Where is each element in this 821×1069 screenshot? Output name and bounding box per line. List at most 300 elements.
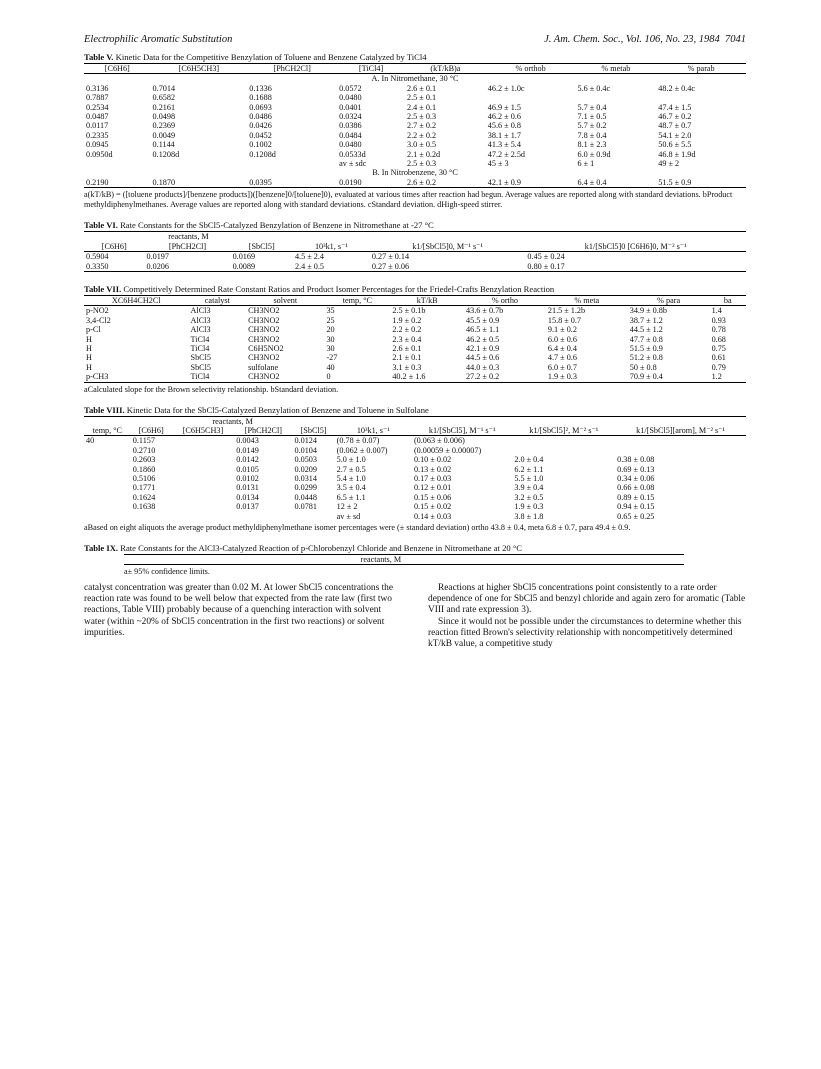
table-cell: 0.0448 [294,492,317,502]
table-cell: 0.13 ± 0.02 [413,464,452,474]
table-cell: 0.0134 [236,492,259,502]
table-cell: 2.4 ± 0.1 [407,102,437,112]
table-cell: 46.9 ± 1.5 [487,102,521,112]
table-cell: 0 [326,372,331,382]
average-cell: 45 ± 3 [487,159,509,169]
table-row [84,252,746,262]
table-cell: 0.0209 [294,464,317,474]
table-cell: 46.2 ± 0.5 [466,334,500,344]
column-header: ba [723,295,732,305]
table-cell [172,502,235,511]
table-cell: 0.0484 [339,130,362,140]
table-cell: 5.0 ± 1.0 [336,455,366,465]
table-cell: 46.2 ± 1.0c [487,83,525,93]
body-paragraph: Since it would not be possible under the circumstances to determine whether this reaction fitted Brown's selectivity relationship with noncompetitively determined kT/kB value, a competitive study [428,616,742,649]
table-cell: 1.9 ± 0.3 [547,372,577,382]
table-cell: AlCl3 [190,306,211,316]
table-cell: 6.5 ± 1.1 [336,492,366,502]
section-row [84,74,746,84]
table-cell: 0.17 ± 0.03 [413,474,452,483]
table-row [84,363,746,372]
running-header [84,34,746,52]
table-cell: 6.4 ± 0.4 [547,343,577,353]
table-cell: 0.0131 [236,483,259,493]
table-cell: 0.0105 [236,464,259,474]
table-cell: 3.9 ± 0.4 [514,483,544,493]
table-cell: 2.2 ± 0.2 [407,130,437,140]
table-row [84,150,746,159]
table-cell [512,446,615,455]
average-cell: 49 ± 2 [658,159,680,169]
table-cell: 5.7 ± 0.2 [577,121,607,131]
table-5-caption: Table V. Kinetic Data for the Competitive Benzylation of Toluene and Benzene Catalyzed by TiCl4 [84,52,427,62]
table-cell [615,446,746,455]
table-cell: 38.1 ± 1.7 [487,130,521,140]
table-cell [84,502,131,511]
table-row [84,306,746,316]
average-cell: 6 ± 1 [577,159,595,169]
table-cell [84,483,131,492]
table-cell: TiCl4 [190,372,210,382]
table-cell [575,93,656,102]
table-cell: 0.79 [711,362,726,372]
table-cell: 0.0102 [236,474,259,483]
table-cell: 0.93 [711,315,726,325]
table-cell: 0.7014 [152,83,176,93]
table-cell: 3,4-Cl2 [86,315,111,325]
table-cell: 40.2 ± 1.6 [392,372,426,382]
table-cell: 0.0089 [232,261,256,271]
table-cell: 0.1688 [249,93,272,103]
table-cell: 0.0117 [86,121,109,131]
table-cell: 1.9 ± 0.2 [392,315,422,325]
column-header: [PhCH2Cl] [244,425,283,435]
table-row [84,483,746,492]
table-cell [172,436,235,446]
table-cell: 47.4 ± 1.5 [658,102,692,112]
table-cell [172,446,235,455]
column-header: 10³k1, s⁻¹ [314,241,348,251]
table-cell: 0.1002 [249,140,272,150]
table-cell: 0.0950d [86,149,113,159]
column-header: [C6H5CH3] [182,425,224,435]
table-9-caption: Table IX. Rate Constants for the AlCl3-Catalyzed Reaction of p-Chlorobenzyl Chloride and Benzene in Nitromethane at 20 °C [84,543,522,554]
table-row [84,474,746,483]
table-row [84,465,746,474]
table-cell: 44.5 ± 0.6 [466,353,500,363]
table-cell: 0.2603 [132,455,156,465]
column-header: [C6H6] [101,241,127,251]
table-9-group-header: reactants, M [360,555,402,565]
column-header: k1/[SbCl5][arom], M⁻² s⁻¹ [636,425,725,435]
table-7 [84,295,746,383]
table-cell: (0.00059 ± 0.00007) [413,445,482,455]
table-cell: 27.2 ± 0.2 [466,372,500,382]
column-header: % parab [687,64,715,73]
table-cell: 51.5 ± 0.9 [658,177,692,187]
column-header: k1/[SbCl5]², M⁻² s⁻¹ [529,425,599,435]
table-row [84,262,746,272]
table-cell: 0.78 [711,325,726,335]
table-row [84,446,746,455]
table-cell: 45.6 ± 0.8 [487,121,521,131]
table-cell: 48.7 ± 0.7 [658,121,692,131]
section-heading: B. In Nitrobenzene, 30 °C [372,168,458,178]
table-cell: 2.3 ± 0.4 [392,334,422,344]
running-title: Electrophilic Aromatic Substitution [84,34,233,45]
table-cell: 40 [326,362,335,372]
table-cell: CH3NO2 [248,334,280,344]
section-heading: A. In Nitromethane, 30 °C [371,74,459,84]
table-cell: CH3NO2 [248,353,280,363]
column-header: XC6H4CH2Cl [111,295,161,305]
table-cell: 0.1208d [249,149,276,159]
table-row [84,103,746,112]
table-cell: 2.2 ± 0.2 [392,325,422,335]
table-cell: 30 [326,343,335,353]
table-cell: 0.0480 [339,140,362,150]
table-cell: C6H5NO2 [248,343,284,353]
table-cell: 2.0 ± 0.4 [514,455,544,465]
table-cell: 9.1 ± 0.2 [547,325,577,335]
table-cell: 46.5 ± 1.1 [466,325,500,335]
table-cell [172,455,235,464]
table-cell: H [86,362,92,372]
table-cell: H [86,353,92,363]
column-header: [TiCl4] [358,64,384,73]
table-cell: 0.38 ± 0.08 [617,455,655,465]
journal-citation: J. Am. Chem. Soc., Vol. 106, No. 23, 1984 [544,34,720,45]
table-cell: 4.5 ± 2.4 [294,252,325,262]
table-cell: 0.66 ± 0.08 [617,483,655,493]
average-cell: av ± sdc [339,159,367,169]
table-cell: AlCl3 [190,325,211,335]
table-cell: 0.89 ± 0.15 [617,492,655,502]
table-cell: 0.15 ± 0.06 [413,492,452,502]
table-cell: CH3NO2 [248,306,280,316]
column-header: [PhCH2Cl] [168,241,207,251]
table-cell: (0.78 ± 0.07) [336,436,380,446]
table-cell: -27 [326,353,338,363]
table-cell: 2.5 ± 0.1 [407,93,437,103]
table-cell: AlCl3 [190,315,211,325]
column-header: [C6H5CH3] [178,64,220,73]
column-header: % orthob [515,64,546,73]
table-cell: 0.0142 [236,455,259,465]
table-cell: 1.4 [711,306,722,316]
table-7-footnote: aCalculated slope for the Brown selectivity relationship. bStandard deviation. [84,384,339,394]
table-cell: 3.1 ± 0.3 [392,362,422,372]
table-8-caption: Table VIII. Kinetic Data for the SbCl5-Catalyzed Benzylation of Benzene and Toluene in Sulfolane [84,404,429,415]
table-cell [172,493,235,502]
table-cell: H [86,343,92,353]
table-cell: 0.0572 [339,83,362,93]
table-cell: 0.34 ± 0.06 [617,474,655,483]
column-header: [SbCl5] [300,425,327,435]
table-cell: 0.1624 [132,492,156,502]
table-row [84,316,746,325]
body-column-left: catalyst concentration was greater than 0.02 M. At lower SbCl5 concentrations the reaction rate was found to be well below that expected from the rate law (first two reactions, Table VIII) probably because of a quenching interaction with solvent water (within ~20% of SbCl5 concentration in the first two reactions) or solvent impurities. [84,582,394,638]
table-cell: 0.0395 [249,177,272,187]
table-7-caption: Table VII. Competitively Determined Rate Constant Ratios and Product Isomer Percentages for the Friedel-Crafts Benzylation Reaction [84,283,555,294]
table-cell: 0.1208d [152,149,180,159]
table-cell: 0.3350 [86,261,109,271]
table-cell: 0.2190 [86,177,109,187]
table-5 [84,63,746,188]
average-cell: 3.8 ± 1.8 [514,511,544,521]
column-header: % ortho [491,295,519,305]
table-cell: 3.5 ± 0.4 [336,483,366,493]
section-row [84,168,746,177]
table-cell: 0.1157 [132,436,155,446]
table-row [84,93,746,102]
table-cell: 0.0043 [236,436,259,446]
table-cell: 8.1 ± 2.3 [577,140,607,150]
table-cell: 0.2369 [152,121,176,131]
average-cell: 0.65 ± 0.25 [617,511,655,521]
table-cell: 0.0190 [339,177,362,187]
table-cell: 2.1 ± 0.2d [407,149,441,159]
table-cell: 0.0049 [152,130,176,140]
table-cell [656,93,746,102]
average-row [84,512,746,521]
table-9-footnote: a± 95% confidence limits. [124,566,210,576]
column-header: catalyst [204,295,230,305]
table-cell: 2.6 ± 0.1 [392,343,422,353]
table-cell: CH3NO2 [248,325,280,335]
table-cell: 0.1144 [152,140,175,150]
table-cell: 0.2534 [86,102,109,112]
table-cell [84,455,131,464]
table-cell: 0.0386 [339,121,362,131]
table-cell: 0.45 ± 0.24 [527,252,565,262]
table-cell [172,465,235,474]
table-row [84,121,746,130]
table-cell: 5.5 ± 1.0 [514,474,544,483]
column-header: k1/[SbCl5]0, M⁻¹ s⁻¹ [412,241,483,251]
table-row [84,353,746,362]
table-cell: 0.1336 [249,83,272,93]
table-cell: 0.12 ± 0.01 [413,483,452,493]
table-cell: 2.6 ± 0.1 [407,83,437,93]
table-cell: 0.10 ± 0.02 [413,455,452,465]
column-header: temp, °C [92,425,122,435]
table-row [84,325,746,334]
table-cell: 1.9 ± 0.3 [514,502,544,512]
table-cell: 5.7 ± 0.4 [577,102,607,112]
table-cell [84,474,131,483]
column-header: [C6H6] [138,425,164,435]
column-header: (kT/kB)a [430,64,461,73]
table-6-group-header: reactants, M [168,232,209,242]
column-header: % metab [601,64,631,73]
table-cell: 0.0533d [339,149,366,159]
table-cell: CH3NO2 [248,372,280,382]
table-cell: 3.2 ± 0.5 [514,492,544,502]
table-cell: 34.9 ± 0.8b [629,306,667,316]
table-row [84,178,746,188]
table-cell: 0.0206 [146,261,169,271]
table-cell: 0.0137 [236,502,259,512]
table-cell: 0.0480 [339,93,362,103]
column-header: % meta [574,295,600,305]
table-cell: 2.7 ± 0.5 [336,464,366,474]
table-cell: 0.94 ± 0.15 [617,502,655,512]
table-cell: 6.0 ± 0.7 [547,362,577,372]
table-cell: 0.69 ± 0.13 [617,464,655,474]
journal-page [84,34,746,650]
table-6 [84,231,746,272]
table-cell: 2.1 ± 0.1 [392,353,422,363]
table-cell: 41.3 ± 5.4 [487,140,521,150]
table-cell: 1.2 [711,372,722,382]
table-cell: 0.6582 [152,93,176,103]
table-cell: 51.5 ± 0.9 [629,343,663,353]
table-cell: 5.4 ± 1.0 [336,474,366,483]
table-cell: 30 [326,334,335,344]
table-cell: 12 ± 2 [336,502,358,512]
column-header: % para [657,295,681,305]
table-row [84,140,746,149]
table-cell: 7.8 ± 0.4 [577,130,607,140]
table-row [84,112,746,121]
table-cell: 0.5904 [86,252,109,262]
table-cell: 6.0 ± 0.6 [547,334,577,344]
table-cell [486,93,576,102]
table-row [84,455,746,464]
table-9 [124,554,684,565]
column-header: solvent [273,295,298,305]
table-cell: 47.7 ± 0.8 [629,334,663,344]
table-cell: 48.2 ± 0.4c [658,83,696,93]
table-cell: 35 [326,306,335,316]
table-cell: 0.27 ± 0.06 [371,261,410,271]
table-cell: 0.2161 [152,102,176,112]
table-cell: 0.5106 [132,474,156,483]
table-cell: 42.1 ± 0.9 [487,177,521,187]
column-header: [C6H6] [104,64,130,73]
table-cell: 0.0314 [294,474,317,483]
table-cell: 2.5 ± 0.3 [407,112,437,122]
table-8-group-header: reactants, M [212,416,253,426]
table-cell: 0.0452 [249,130,272,140]
column-header: temp, °C [342,295,372,305]
table-row [84,344,746,353]
table-cell: 44.5 ± 1.2 [629,325,663,335]
table-cell: 0.2710 [132,445,156,455]
table-cell: 0.0169 [232,252,256,262]
table-cell [615,436,746,446]
table-cell: 54.1 ± 2.0 [658,130,692,140]
body-column-right [428,583,746,650]
table-cell: CH3NO2 [248,315,280,325]
table-cell: 0.7887 [86,93,109,103]
table-cell: (0.063 ± 0.006) [413,436,465,446]
table-cell: 0.75 [711,343,726,353]
table-cell: 21.5 ± 1.2b [547,306,586,316]
column-header: k1/[SbCl5], M⁻¹ s⁻¹ [428,425,496,435]
table-cell: 6.2 ± 1.1 [514,464,544,474]
table-cell: 0.0487 [86,112,109,122]
table-cell: 4.7 ± 0.6 [547,353,577,363]
table-cell: TiCl4 [190,343,210,353]
table-cell: 42.1 ± 0.9 [466,343,500,353]
column-header: [PhCH2Cl] [273,64,311,73]
table-cell: 38.7 ± 1.2 [629,315,663,325]
table-cell: 0.27 ± 0.14 [371,252,410,262]
table-cell [84,493,131,502]
table-cell: 0.0149 [236,445,259,455]
table-cell: 15.8 ± 0.7 [547,315,582,325]
table-cell: 0.0104 [294,445,317,455]
table-row [84,502,746,511]
table-cell: p-Cl [86,325,101,335]
table-row [84,335,746,344]
table-cell: 40 [86,436,95,446]
table-cell: 0.3136 [86,83,109,93]
table-cell: 51.2 ± 0.8 [629,353,663,363]
table-cell: 2.6 ± 0.2 [407,177,437,187]
table-row [84,131,746,140]
table-cell: 70.9 ± 0.4 [629,372,663,382]
table-cell: 0.0401 [339,102,362,112]
table-cell: 0.2335 [86,130,109,140]
table-cell: 0.80 ± 0.17 [527,261,565,271]
body-paragraph: Reactions at higher SbCl5 concentrations point consistently to a rate order dependence of one for SbCl5 and benzyl chloride and again zero for aromatic (Table VIII and rate expression 3). [428,582,746,616]
table-5-footnote: a(kT/kB) = ([toluene products]/[benzene products])([benzene]0/[toluene]0), evaluated at various times after reaction had begun. Average values are reported along with standard deviations. bProduct methyldiphenylmethanes. Average values are reported along with standard deviations. cStandard deviation. dHigh-speed stirrer. [84,190,733,210]
table-cell: 0.1860 [132,464,156,474]
table-cell: 0.0503 [294,455,317,465]
table-row [84,372,746,382]
table-cell: 25 [326,315,335,325]
table-cell [512,436,615,446]
table-cell: 50.6 ± 5.5 [658,140,692,150]
table-cell: sulfolane [248,362,279,372]
table-cell: p-CH3 [86,372,109,382]
table-6-caption: Table VI. Rate Constants for the SbCl5-Catalyzed Benzylation of Benzene in Nitromethane at -27 °C [84,220,434,231]
table-row [84,84,746,93]
table-cell: 0.61 [711,353,726,363]
table-cell: TiCl4 [190,334,210,344]
table-8-footnote: aBased on eight aliquots the average product methyldiphenylmethane isomer percentages were (± standard deviation) ortho 43.8 ± 0.4, meta 6.8 ± 0.7, para 49.4 ± 0.9. [84,523,631,533]
table-8 [84,416,746,521]
table-cell: 6.4 ± 0.4 [577,177,607,187]
average-cell: 2.5 ± 0.3 [407,159,437,169]
table-cell: 0.1870 [152,177,176,187]
column-header: 10³k1, s⁻¹ [356,425,390,435]
table-cell: 7.1 ± 0.5 [577,112,607,122]
table-cell: 0.15 ± 0.02 [413,502,452,512]
table-cell: 45.5 ± 0.9 [466,315,500,325]
table-cell: 0.0197 [146,252,169,262]
body-text [84,583,746,650]
table-cell: 5.6 ± 0.4c [577,83,611,93]
table-cell: 0.0781 [294,502,317,512]
table-cell: 46.8 ± 1.9d [658,149,696,159]
average-row [84,159,746,168]
table-cell: H [86,334,92,344]
table-cell: 47.2 ± 2.5d [487,149,526,159]
table-cell: 6.0 ± 0.9d [577,149,611,159]
table-cell: 50 ± 0.8 [629,362,657,372]
table-cell: 20 [326,325,335,335]
column-header: kT/kB [416,295,438,305]
table-cell [172,474,235,483]
table-cell [172,483,235,492]
column-header: k1/[SbCl5]0 [C6H6]0, M⁻² s⁻¹ [584,241,687,251]
table-cell: 2.5 ± 0.1b [392,306,426,316]
table-row [84,493,746,502]
